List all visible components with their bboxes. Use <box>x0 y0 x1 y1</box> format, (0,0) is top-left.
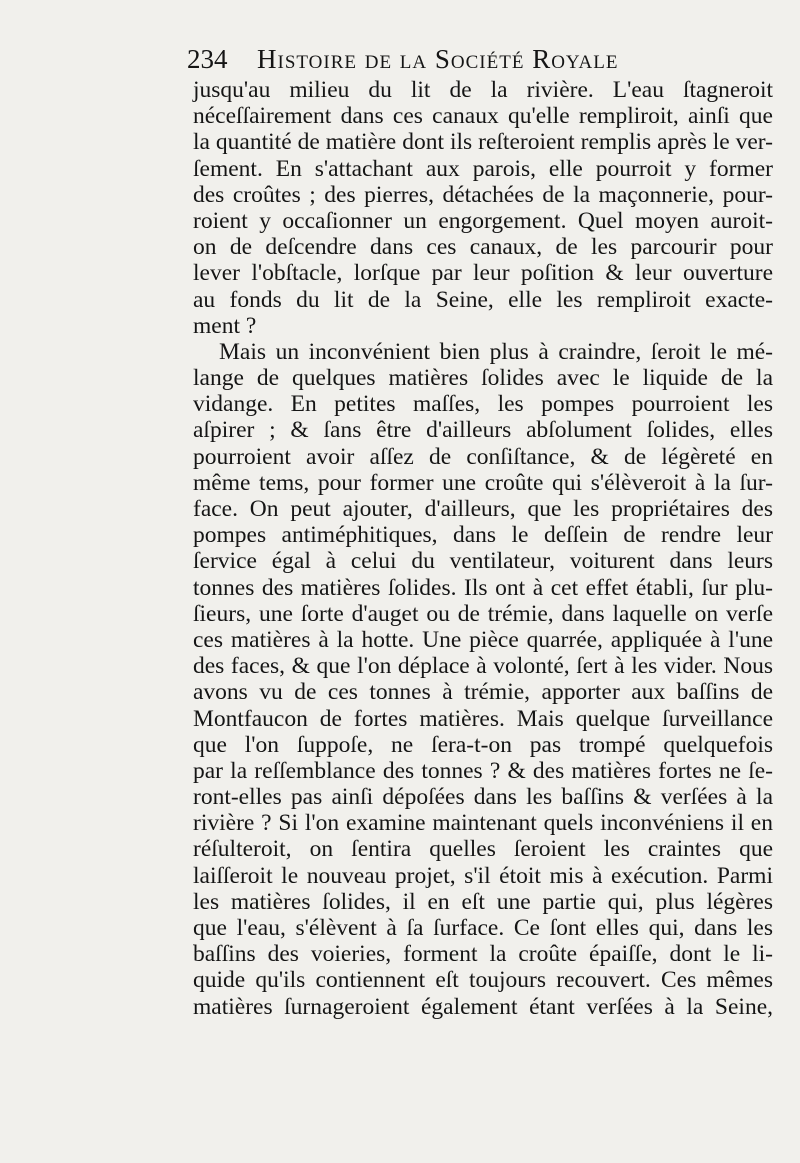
text-line: que l'on ſuppoſe, ne ſera-t-on pas trompé quelquefois <box>193 731 773 758</box>
text-line: aſpirer ; & ſans être d'ailleurs abſolument ſolides, elles <box>193 417 773 444</box>
text-line: ces matières à la hotte. Une pièce quarrée, appliquée à l'une <box>193 626 773 653</box>
text-line: jusqu'au milieu du lit de la rivière. L'eau ſtagneroit <box>193 77 773 103</box>
text-line: tonnes des matières ſolides. Ils ont à cet effet établi, ſur plu- <box>193 574 773 601</box>
text-line: quide qu'ils contiennent eſt toujours recouvert. Ces mêmes <box>193 967 773 994</box>
text-line: néceſſairement dans ces canaux qu'elle rempliroit, ainſi que <box>193 103 773 130</box>
text-line: par la reſſemblance des tonnes ? & des matières fortes ne ſe- <box>193 757 773 784</box>
paragraph-start-line: Mais un inconvénient bien plus à craindre, ſeroit le mé- <box>219 338 773 365</box>
text-line: face. On peut ajouter, d'ailleurs, que les propriétaires des <box>193 496 773 522</box>
text-line: ront-elles pas ainſi dépoſées dans les baſſins & verſées à la <box>193 784 773 811</box>
text-line: matières ſurnageroient également étant verſées à la Seine, <box>193 993 773 1020</box>
text-line: que l'eau, s'élèvent à ſa ſurface. Ce ſont elles qui, dans les <box>193 915 773 941</box>
text-line: lever l'obſtacle, lorſque par leur poſition & leur ouverture <box>193 260 773 287</box>
text-line: la quantité de matière dont ils reſteroient remplis après le ver- <box>193 129 773 156</box>
text-line: même tems, pour former une croûte qui s'élèveroit à la ſur- <box>193 469 773 496</box>
text-line: les matières ſolides, il en eſt une partie qui, plus légères <box>193 888 773 915</box>
text-line: avons vu de ces tonnes à trémie, apporter aux baſſins de <box>193 679 773 706</box>
text-line: ment ? <box>193 312 257 339</box>
text-line: réſulteroit, on ſentira quelles ſeroient les craintes que <box>193 836 773 863</box>
text-line: on de deſcendre dans ces canaux, de les parcourir pour <box>193 234 773 261</box>
text-line: Montfaucon de fortes matières. Mais quelque ſurveillance <box>193 705 773 732</box>
text-line: des croûtes ; des pierres, détachées de la maçonnerie, pour- <box>193 181 773 208</box>
text-line: ſement. En s'attachant aux parois, elle pourroit y former <box>193 155 773 182</box>
body-text <box>193 77 773 1020</box>
text-line: au fonds du lit de la Seine, elle les rempliroit exacte- <box>193 286 773 313</box>
text-line: des faces, & que l'on déplace à volonté, ſert à les vider. Nous <box>193 653 773 680</box>
text-line: roient y occaſionner un engorgement. Quel moyen auroit- <box>193 207 773 234</box>
text-line: ſervice égal à celui du ventilateur, voiturent dans leurs <box>193 548 773 575</box>
text-line: pompes antiméphitiques, dans le deſſein de rendre leur <box>193 522 773 549</box>
text-line: baſſins des voieries, forment la croûte épaiſſe, dont le li- <box>193 941 773 968</box>
text-line: ſieurs, une ſorte d'auget ou de trémie, dans laquelle on verſe <box>193 600 773 627</box>
text-line: rivière ? Si l'on examine maintenant quels inconvéniens il en <box>193 810 773 837</box>
running-title: Histoire de la Société Royale <box>257 44 619 74</box>
text-line: pourroient avoir aſſez de conſiſtance, & de légèreté en <box>193 443 773 470</box>
text-line: laiſſeroit le nouveau projet, s'il étoit mis à exécution. Parmi <box>193 862 773 889</box>
page-number: 234 <box>187 44 228 74</box>
text-line: lange de quelques matières ſolides avec le liquide de la <box>193 365 773 392</box>
text-line: vidange. En petites maſſes, les pompes pourroient les <box>193 391 773 418</box>
running-header <box>187 44 777 80</box>
